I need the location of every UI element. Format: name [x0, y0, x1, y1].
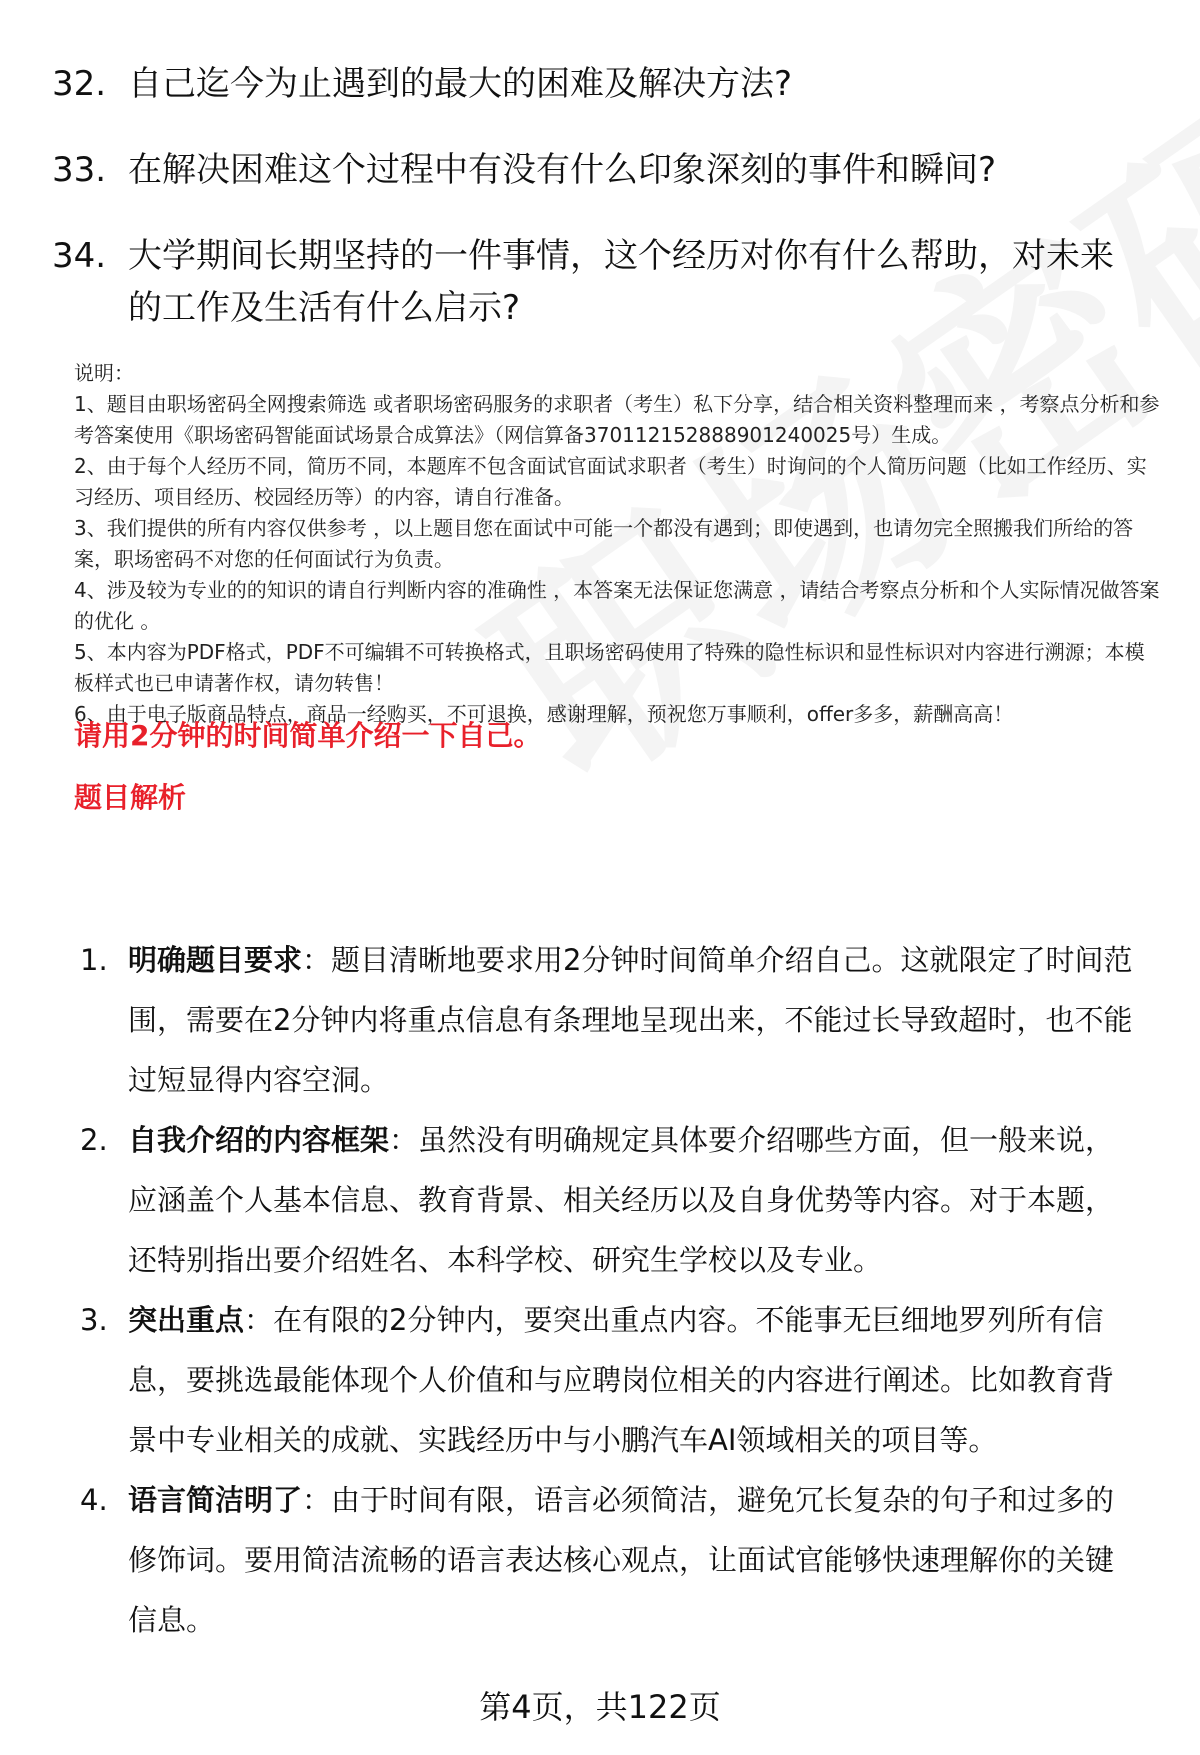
analysis-title: 明确题目要求 [128, 943, 303, 977]
analysis-text: ：在有限的2分钟内，要突出重点内容。不能事无巨细地罗列所有信息，要挑选最能体现个人价值和与应聘岗位相关的内容进行阐述。比如教育背景中专业相关的成就、实践经历中与小鹏汽车AI领域相关的项目等。 [128, 1303, 1115, 1457]
question-number: 33. [52, 150, 107, 190]
question-text: 大学期间长期坚持的一件事情，这个经历对你有什么帮助，对未来的工作及生活有什么启示? [128, 236, 1114, 328]
analysis-number: 3. [80, 1303, 108, 1337]
analysis-item [80, 1470, 1140, 1650]
note-item: 1、题目由职场密码全网搜索筛选 或者职场密码服务的求职者（考生）私下分享，结合相关资料整理而来 ，考察点分析和参考答案使用《职场密码智能面试场景合成算法》（网信算备370112152888901240025号）生成。 [74, 392, 1160, 447]
question-item [52, 58, 1152, 110]
analysis-item [80, 1290, 1140, 1470]
analysis-title: 自我介绍的内容框架 [128, 1123, 390, 1157]
note-item: 4、涉及较为专业的的知识的请自行判断内容的准确性 ，本答案无法保证您满意 ，请结合考察点分析和个人实际情况做答案的优化 。 [74, 578, 1160, 633]
analysis-text: ：虽然没有明确规定具体要介绍哪些方面，但一般来说，应涵盖个人基本信息、教育背景、相关经历以及自身优势等内容。对于本题，还特别指出要介绍姓名、本科学校、研究生学校以及专业。 [128, 1123, 1115, 1277]
analysis-item [80, 1110, 1140, 1290]
analysis-body [128, 1470, 1140, 1650]
note-item: 3、我们提供的所有内容仅供参考 ，以上题目您在面试中可能一个都没有遇到；即使遇到，也请勿完全照搬我们所给的答案，职场密码不对您的任何面试行为负责。 [74, 516, 1134, 571]
question-text: 自己迄今为止遇到的最大的困难及解决方法? [128, 64, 793, 104]
analysis-body [128, 1110, 1140, 1290]
note-item: 2、由于每个人经历不同，简历不同，本题库不包含面试官面试求职者（考生）时询问的个人简历问题（比如工作经历、实习经历、项目经历、校园经历等）的内容，请自行准备。 [74, 454, 1147, 509]
note-item: 6、由于电子版商品特点，商品一经购买，不可退换，感谢理解，预祝您万事顺利，offer多多，薪酬高高！ [74, 702, 1014, 726]
question-text: 在解决困难这个过程中有没有什么印象深刻的事件和瞬间? [128, 150, 997, 190]
question-number: 32. [52, 64, 107, 104]
analysis-item [80, 930, 1140, 1110]
question-item [52, 230, 1152, 334]
notes-section [74, 358, 1164, 730]
analysis-number: 1. [80, 943, 108, 977]
analysis-number: 2. [80, 1123, 108, 1157]
analysis-number: 4. [80, 1483, 108, 1517]
analysis-list [80, 930, 1140, 1650]
note-item: 5、本内容为PDF格式，PDF不可编辑不可转换格式，且职场密码使用了特殊的隐性标识和显性标识对内容进行溯源；本模板样式也已申请著作权，请勿转售！ [74, 640, 1145, 695]
analysis-body [128, 1290, 1140, 1470]
question-number: 34. [52, 236, 107, 276]
analysis-title: 语言简洁明了 [128, 1483, 303, 1517]
question-item [52, 144, 1152, 196]
analysis-text: ：由于时间有限，语言必须简洁，避免冗长复杂的句子和过多的修饰词。要用简洁流畅的语言表达核心观点，让面试官能够快速理解你的关键信息。 [128, 1483, 1115, 1637]
question-heading: 请用2分钟的时间简单介绍一下自己。 [74, 719, 542, 752]
page-footer: 第4页，共122页 [479, 1688, 721, 1726]
analysis-title: 突出重点 [128, 1303, 245, 1337]
analysis-text: ：题目清晰地要求用2分钟时间简单介绍自己。这就限定了时间范围，需要在2分钟内将重点信息有条理地呈现出来，不能过长导致超时，也不能过短显得内容空洞。 [128, 943, 1133, 1097]
question-list [52, 58, 1152, 368]
notes-title: 说明： [74, 361, 134, 385]
analysis-heading: 题目解析 [74, 781, 187, 814]
analysis-body [128, 930, 1140, 1110]
